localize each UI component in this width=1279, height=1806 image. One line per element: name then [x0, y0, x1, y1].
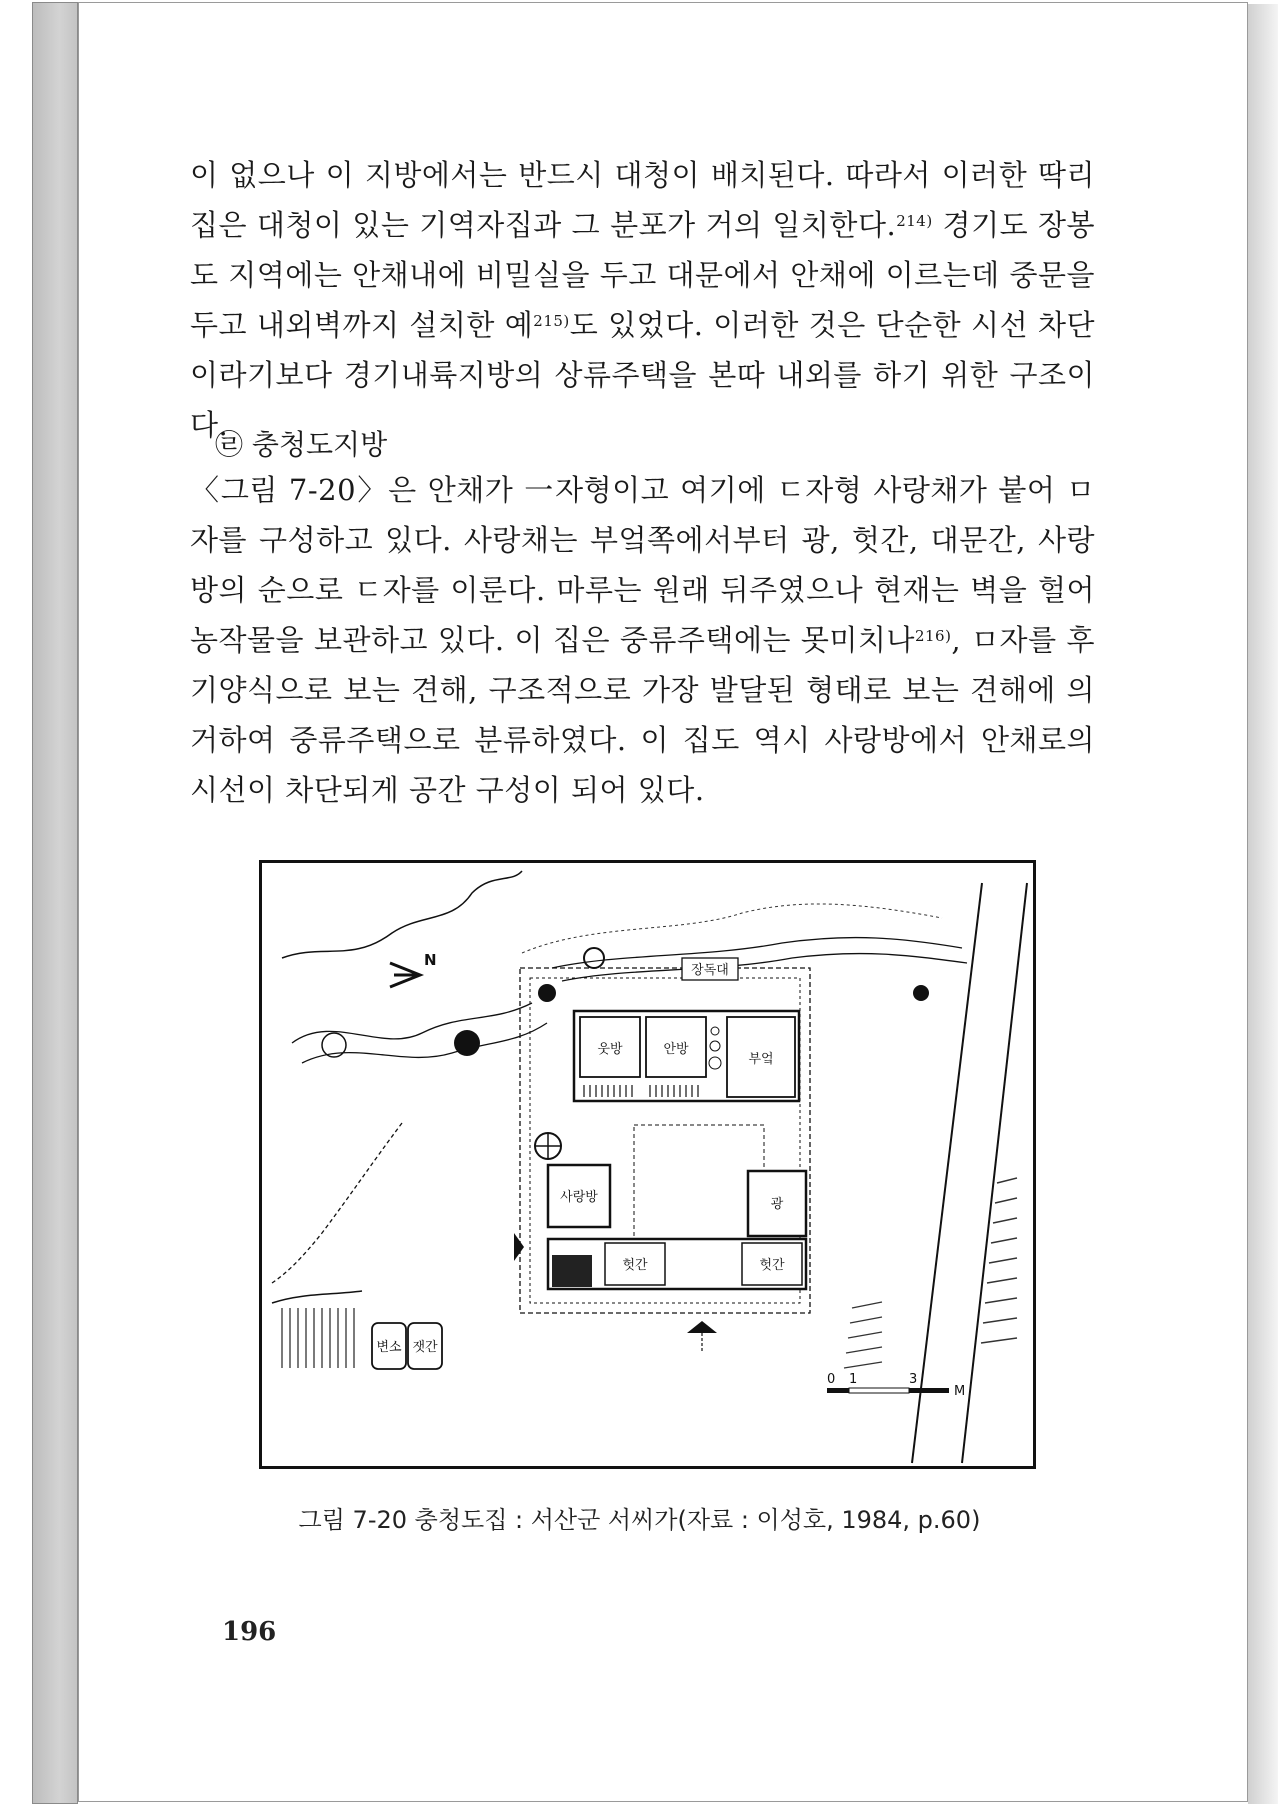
- floor-plan-drawing: [262, 863, 1033, 1466]
- road-hatching: [981, 1178, 1017, 1343]
- scale-label-1: 1: [849, 1372, 858, 1387]
- contour-line: [302, 1023, 547, 1063]
- courtyard: [634, 1125, 764, 1243]
- contour-line: [282, 871, 522, 958]
- section-heading: ㉣ 충청도지방: [215, 428, 388, 461]
- scale-label-3: 3: [909, 1372, 918, 1387]
- scale-label-0: 0: [827, 1372, 836, 1387]
- contour-line: [292, 1003, 532, 1043]
- tree-symbol: [584, 948, 604, 968]
- body-paragraph-2: [190, 465, 1095, 815]
- gwang-label: 광: [770, 1197, 784, 1212]
- field-hatching: [282, 1308, 354, 1368]
- utbang-label: 웃방: [597, 1042, 623, 1057]
- heotgan2-label: 헛간: [759, 1258, 785, 1273]
- paragraph1-text-c: 도 있었다. 이러한 것은 단순한 시선 차단이라기보다 경기내륙지방의 상류주택을 본따 내외를 하기 위한 구조이다.: [190, 308, 1095, 442]
- paragraph2-text-a: 〈그림 7-20〉은 안채가 一자형이고 여기에 ㄷ자형 사랑채가 붙어 ㅁ자를 구성하고 있다. 사랑채는 부엌쪽에서부터 광, 헛간, 대문간, 사랑방의 순으로 ㄷ자를 이룬다. 마루는 원래 뒤주였으나 현재는 벽을 헐어 농작물을 보관하고 있다. 이 집은 중류주택에는 못미치나: [190, 473, 1095, 657]
- sarangbang-label: 사랑방: [560, 1190, 598, 1205]
- contour-line: [562, 954, 967, 981]
- ground-line: [272, 1291, 362, 1303]
- tree-symbol: [913, 985, 929, 1001]
- scale-bar-segment: [909, 1388, 949, 1393]
- paragraph1-text-b: 경기도 장봉도 지역에는 안채내에 비밀실을 두고 대문에서 안채에 이르는데 중문을 두고 내외벽까지 설치한 예: [190, 208, 1095, 342]
- byeonso-label: 변소: [376, 1340, 402, 1355]
- floor-plan-figure: [259, 860, 1036, 1469]
- scale-bar-segment: [827, 1388, 849, 1393]
- footnote-ref-214: 214): [896, 212, 933, 230]
- site-boundary: [272, 1123, 402, 1283]
- body-paragraph-1: [190, 150, 1095, 450]
- jangdokdae-label: 장독대: [691, 963, 729, 978]
- paragraph1-text-a: 이 없으나 이 지방에서는 반드시 대청이 배치된다. 따라서 이러한 딱리집은 대청이 있는 기역자집과 그 분포가 거의 일치한다.: [190, 158, 1095, 242]
- main-entrance-arrow: [687, 1321, 717, 1333]
- side-entrance-arrow: [514, 1233, 524, 1261]
- tree-symbol: [454, 1030, 480, 1056]
- scale-bar-segment: [849, 1388, 909, 1393]
- page-number: 196: [222, 1617, 277, 1647]
- north-label: N: [424, 951, 437, 969]
- scale-label-unit: M: [954, 1384, 966, 1399]
- terrain-hatching: [844, 1302, 882, 1368]
- maru-dark-floor: [552, 1255, 592, 1287]
- bueok-label: 부엌: [748, 1052, 774, 1067]
- jaetgan-label: 잿간: [412, 1340, 438, 1355]
- footnote-ref-216: 216): [914, 627, 952, 645]
- treeline-outline: [522, 904, 942, 953]
- paragraph2-text-b: , ㅁ자를 후기양식으로 보는 견해, 구조적으로 가장 발달된 형태로 보는 견해에 의거하여 중류주택으로 분류하였다. 이 집도 역시 사랑방에서 안채로의 시선이 차단되게 공간 구성이 되어 있다.: [190, 623, 1095, 807]
- figure-caption: 그림 7-20 충청도집 : 서산군 서씨가(자료 : 이성호, 1984, p.60): [298, 1506, 981, 1534]
- heotgan1-label: 헛간: [622, 1258, 648, 1273]
- tree-symbol: [538, 984, 556, 1002]
- anbang-label: 안방: [663, 1042, 689, 1057]
- footnote-ref-215: 215): [533, 312, 570, 330]
